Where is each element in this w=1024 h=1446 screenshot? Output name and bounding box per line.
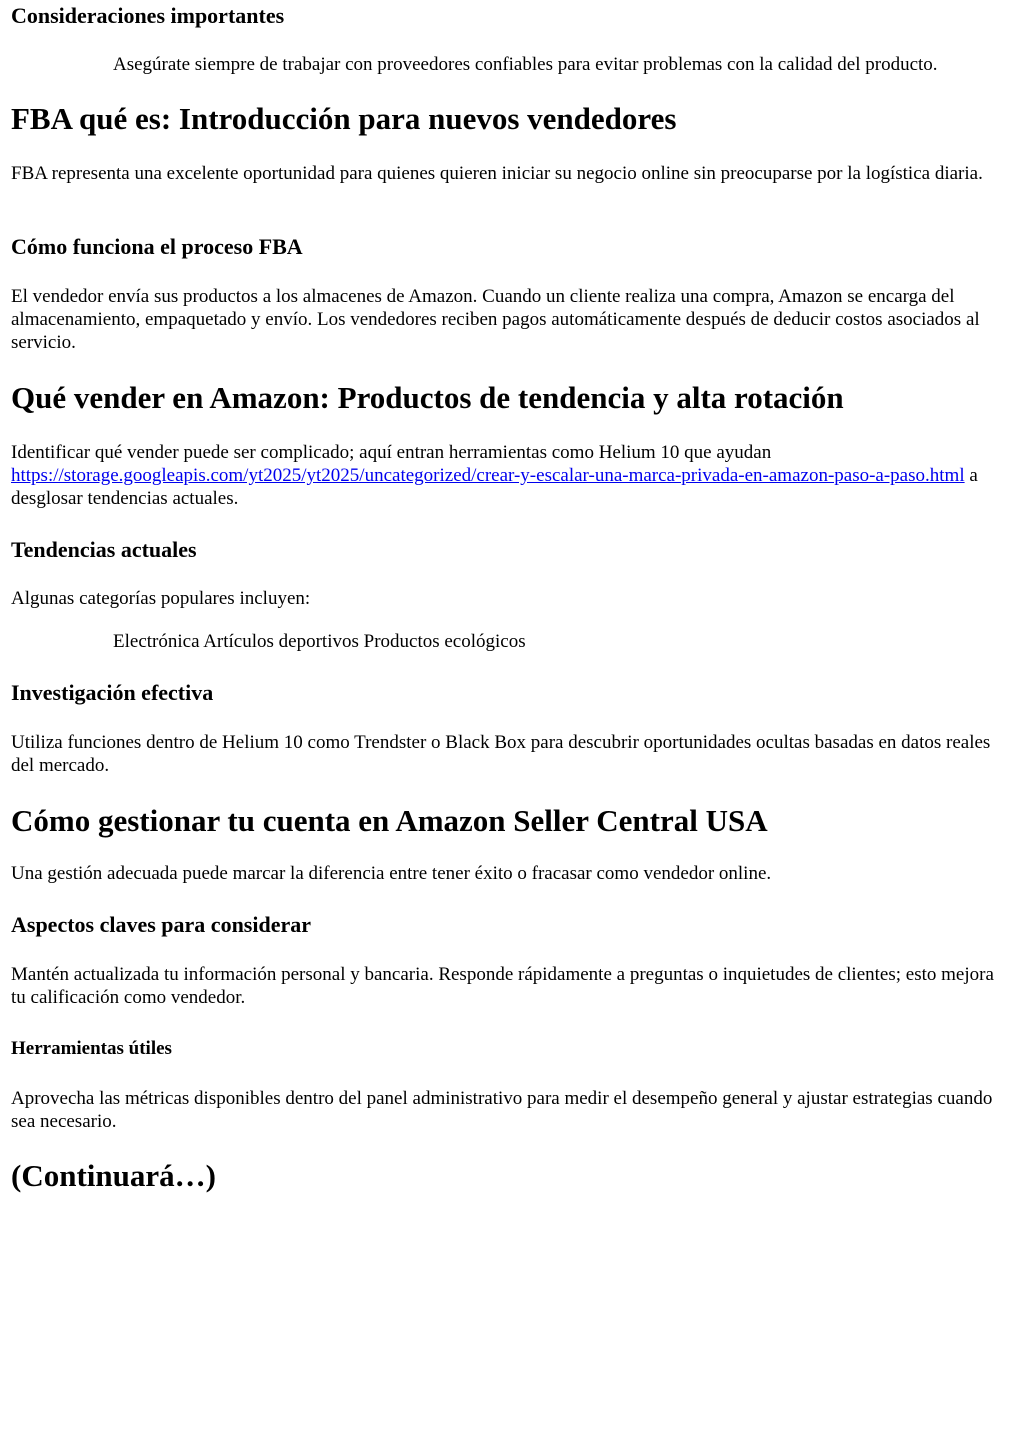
paragraph-que-vender xyxy=(11,441,1013,510)
paragraph-gestionar: Una gestión adecuada puede marcar la diferencia entre tener éxito o fracasar como vendedor online. xyxy=(11,863,772,884)
heading-investigacion: Investigación efectiva xyxy=(11,680,214,705)
heading-como-funciona: Cómo funciona el proceso FBA xyxy=(11,234,303,259)
heading-herramientas: Herramientas útiles xyxy=(11,1038,172,1059)
quote-consideraciones: Asegúrate siempre de trabajar con proveedores confiables para evitar problemas con la calidad del producto. xyxy=(113,54,938,75)
paragraph-fba: FBA representa una excelente oportunidad para quienes quieren iniciar su negocio online sin preocuparse por la logística diaria. xyxy=(11,163,983,184)
paragraph-que-vender-intro: Identificar qué vender puede ser complicado; aquí entran herramientas como Helium 10 que ayudan xyxy=(11,442,772,463)
heading-consideraciones: Consideraciones importantes xyxy=(11,3,285,28)
heading-continuara: (Continuará…) xyxy=(11,1158,216,1193)
paragraph-investigacion: Utiliza funciones dentro de Helium 10 como Trendster o Black Box para descubrir oportunidades ocultas basadas en datos reales del mercado. xyxy=(11,732,991,776)
quote-tendencias: Electrónica Artículos deportivos Productos ecológicos xyxy=(113,631,526,652)
heading-fba: FBA qué es: Introducción para nuevos vendedores xyxy=(11,101,677,136)
heading-aspectos: Aspectos claves para considerar xyxy=(11,912,312,937)
heading-gestionar: Cómo gestionar tu cuenta en Amazon Seller Central USA xyxy=(11,803,768,838)
paragraph-como-funciona: El vendedor envía sus productos a los almacenes de Amazon. Cuando un cliente realiza una compra, Amazon se encarga del almacenamiento, empaquetado y envío. Los vendedores reciben pagos automáticamente después de deducir costos asociados al servicio. xyxy=(11,286,980,353)
heading-que-vender: Qué vender en Amazon: Productos de tendencia y alta rotación xyxy=(11,380,844,415)
paragraph-que-vender-outro: a desglosar tendencias actuales. xyxy=(11,465,978,509)
paragraph-aspectos: Mantén actualizada tu información personal y bancaria. Responde rápidamente a preguntas o inquietudes de clientes; esto mejora tu calificación como vendedor. xyxy=(11,964,994,1008)
paragraph-tendencias: Algunas categorías populares incluyen: xyxy=(11,588,311,609)
helium-article-link[interactable]: https://storage.googleapis.com/yt2025/yt2025/uncategorized/crear-y-escalar-una-marca-privada-en-amazon-paso-a-paso.html xyxy=(11,465,965,486)
paragraph-herramientas: Aprovecha las métricas disponibles dentro del panel administrativo para medir el desempeño general y ajustar estrategias cuando sea necesario. xyxy=(11,1088,993,1132)
heading-tendencias: Tendencias actuales xyxy=(11,537,197,562)
